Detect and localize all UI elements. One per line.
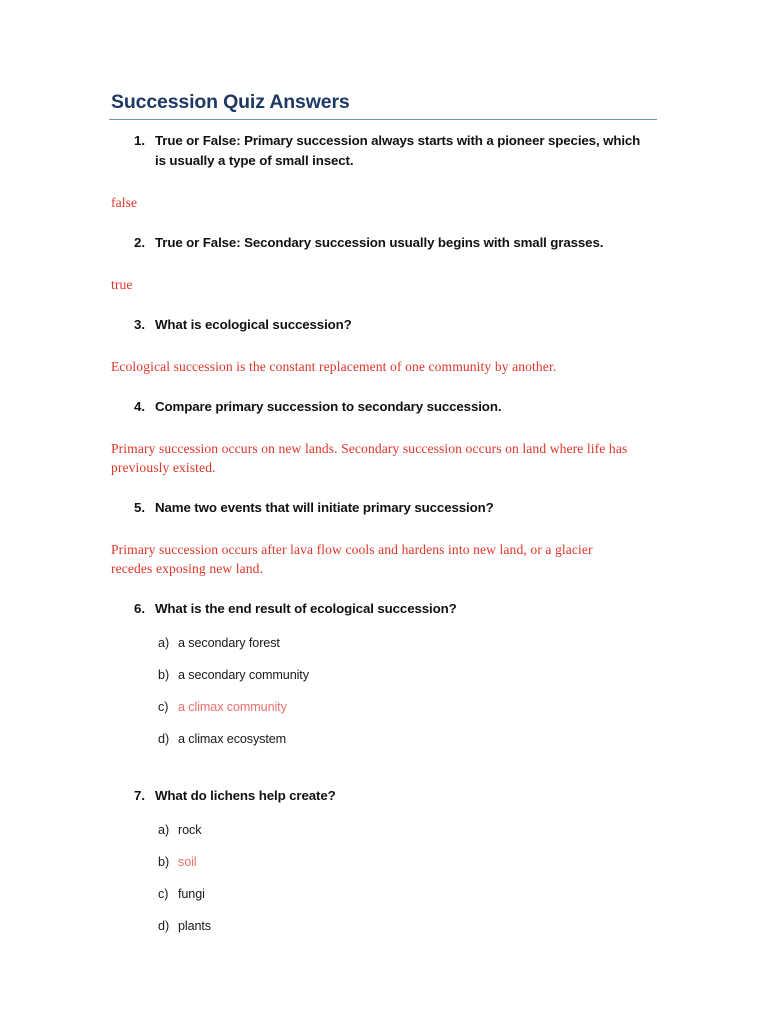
question-number: 3.	[134, 317, 146, 332]
spacer	[0, 748, 768, 786]
spacer	[0, 294, 768, 315]
spacer	[0, 376, 768, 397]
question-item	[134, 498, 650, 518]
question-item	[134, 315, 650, 335]
question-text: What do lichens help create?	[155, 788, 336, 803]
option-row[interactable]	[158, 730, 628, 748]
spacer	[0, 578, 768, 599]
spacer	[0, 335, 768, 357]
question-item	[134, 233, 650, 253]
question-text: Compare primary succession to secondary succession.	[155, 399, 502, 414]
option-text: plants	[178, 919, 212, 933]
question-number: 4.	[134, 399, 146, 414]
answer-text: Primary succession occurs after lava flow cools and hardens into new land, or a glacier recedes exposing new land.	[111, 542, 593, 576]
option-letter: c)	[158, 700, 169, 714]
question-number: 7.	[134, 788, 146, 803]
answer-text: Ecological succession is the constant replacement of one community by another.	[111, 359, 557, 374]
page-title: Succession Quiz Answers	[111, 91, 350, 113]
question-text: Name two events that will initiate primary succession?	[155, 500, 494, 515]
option-letter: d)	[158, 919, 170, 933]
question-number: 6.	[134, 601, 146, 616]
question-text: What is ecological succession?	[155, 317, 352, 332]
option-row[interactable]	[158, 885, 628, 903]
option-text: soil	[178, 855, 197, 869]
option-letter: b)	[158, 855, 170, 869]
option-text: fungi	[178, 887, 205, 901]
question-text: True or False: Primary succession always starts with a pioneer species, which is usually a type of small insect.	[155, 133, 641, 168]
option-letter: b)	[158, 668, 170, 682]
option-text: a climax community	[178, 700, 287, 714]
spacer	[0, 212, 768, 233]
option-row-selected[interactable]	[158, 853, 628, 871]
option-text: a secondary forest	[178, 636, 280, 650]
spacer	[0, 684, 768, 698]
option-row[interactable]	[158, 821, 628, 839]
option-text: a climax ecosystem	[178, 732, 287, 746]
spacer	[0, 871, 768, 885]
question-text: True or False: Secondary succession usually begins with small grasses.	[155, 235, 604, 250]
option-letter: d)	[158, 732, 170, 746]
spacer	[0, 619, 768, 634]
question-item	[134, 397, 650, 417]
question-number: 5.	[134, 500, 146, 515]
spacer	[0, 903, 768, 917]
document-header	[109, 90, 657, 120]
question-number: 1.	[134, 133, 146, 148]
spacer	[0, 477, 768, 498]
option-text: rock	[178, 823, 202, 837]
option-row[interactable]	[158, 666, 628, 684]
spacer	[0, 716, 768, 730]
title-divider	[109, 119, 657, 120]
option-row-selected[interactable]	[158, 698, 628, 716]
spacer	[0, 652, 768, 666]
option-text: a secondary community	[178, 668, 309, 682]
option-row[interactable]	[158, 917, 628, 935]
option-letter: a)	[158, 823, 170, 837]
spacer	[0, 171, 768, 193]
question-number: 2.	[134, 235, 146, 250]
answer-text: true	[111, 277, 133, 292]
question-item	[134, 131, 650, 171]
spacer	[0, 839, 768, 853]
spacer	[0, 253, 768, 275]
spacer	[0, 806, 768, 821]
question-text: What is the end result of ecological succession?	[155, 601, 457, 616]
option-letter: c)	[158, 887, 169, 901]
answer-text: Primary succession occurs on new lands. Secondary succession occurs on land where life has previously existed.	[111, 441, 628, 475]
spacer	[0, 518, 768, 540]
option-letter: a)	[158, 636, 170, 650]
question-item	[134, 786, 650, 806]
quiz-body	[0, 131, 768, 935]
option-row[interactable]	[158, 634, 628, 652]
question-item	[134, 599, 650, 619]
spacer	[0, 417, 768, 439]
answer-text: false	[111, 195, 138, 210]
